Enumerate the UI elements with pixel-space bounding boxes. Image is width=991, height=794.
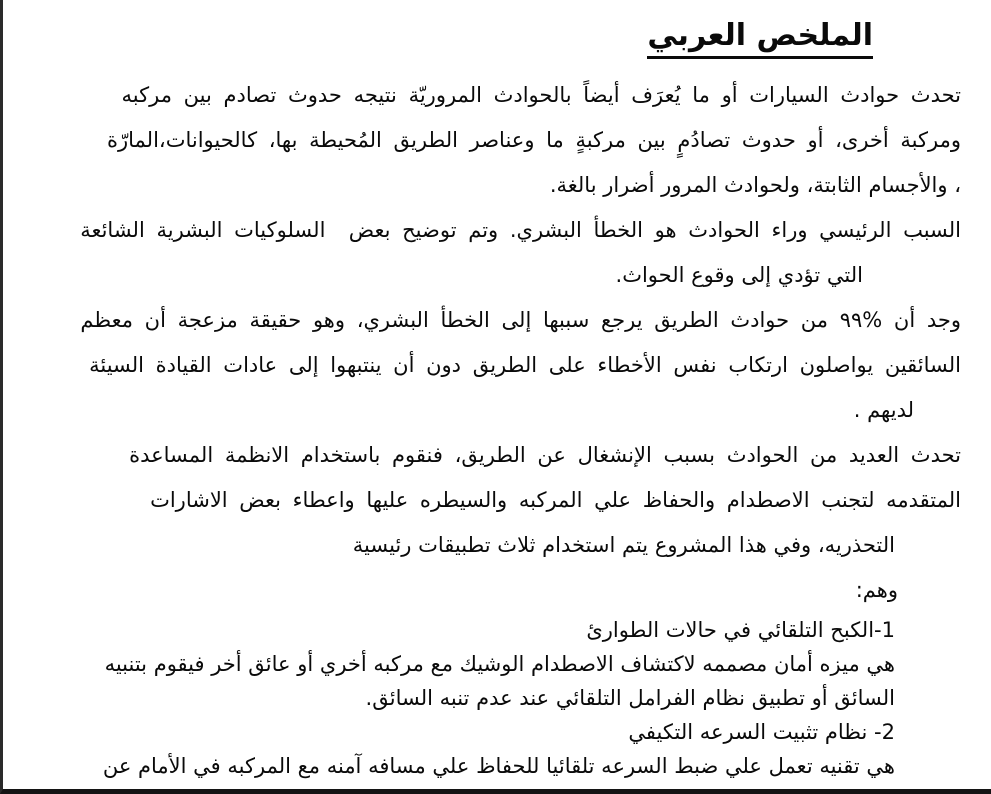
text-line: لديهم .	[853, 398, 914, 422]
text-line: ومركبة أخرى، أو حدوث تصادُمٍ بين مركبةٍ ما وعناصر الطريق المُحيطة بها، كالحيوانات،المارّة	[107, 128, 961, 152]
text-line: هي تقنيه تعمل علي ضبط السرعه تلقائيا للحفاظ علي مسافه آمنه مع المركبه في الأمام عن	[102, 754, 895, 778]
text-line: وجد أن %٩٩ من حوادث الطريق يرجع سببها إلى الخطأ البشري، وهو حقيقة مزعجة أن معظم	[80, 308, 961, 332]
page-title	[31, 14, 873, 58]
text-line: تحدث حوادث السيارات أو ما يُعرَف أيضاً بالحوادث المروريّة نتيجه حدوث تصادم بين مركبه	[121, 83, 961, 107]
text-line: السائقين يواصلون ارتكاب نفس الأخطاء على الطريق دون أن ينتبهوا إلى عادات القيادة السيئة	[89, 353, 961, 377]
list-item-2-heading: 2- نظام تثبيت السرعه التكيفي	[628, 720, 895, 744]
text-line: ، والأجسام الثابتة، ولحوادث المرور أضرار بالغة.	[549, 173, 961, 197]
text-line: هي ميزه أمان مصممه لاكتشاف الاصطدام الوشيك مع مركبه أخري أو عائق أخر فيقوم بتنبيه	[104, 652, 895, 676]
page-title-text: الملخص العربي	[647, 18, 873, 59]
text-line: تحدث العديد من الحوادث بسبب الإنشغال عن الطريق، فنقوم باستخدام الانظمة المساعدة	[129, 443, 961, 467]
document-content	[3, 0, 991, 789]
text-line: السبب الرئيسي وراء الحوادث هو الخطأ البشري. وتم توضيح بعض السلوكيات البشرية الشائعة	[80, 218, 961, 242]
text-line: التي تؤدي إلى وقوع الحواث.	[615, 263, 863, 287]
text-line: وهم:	[855, 578, 898, 602]
list-item-1-heading: 1-الكبح التلقائي في حالات الطوارئ	[586, 618, 895, 642]
text-line: التحذريه، وفي هذا المشروع يتم استخدام ثلاث تطبيقات رئيسية	[352, 533, 895, 557]
document-body	[31, 73, 961, 783]
text-line: المتقدمه لتجنب الاصطدام والحفاظ علي المركبه والسيطره عليها واعطاء بعض الاشارات	[150, 488, 961, 512]
text-line: السائق أو تطبيق نظام الفرامل التلقائي عند عدم تنبه السائق.	[365, 686, 895, 710]
